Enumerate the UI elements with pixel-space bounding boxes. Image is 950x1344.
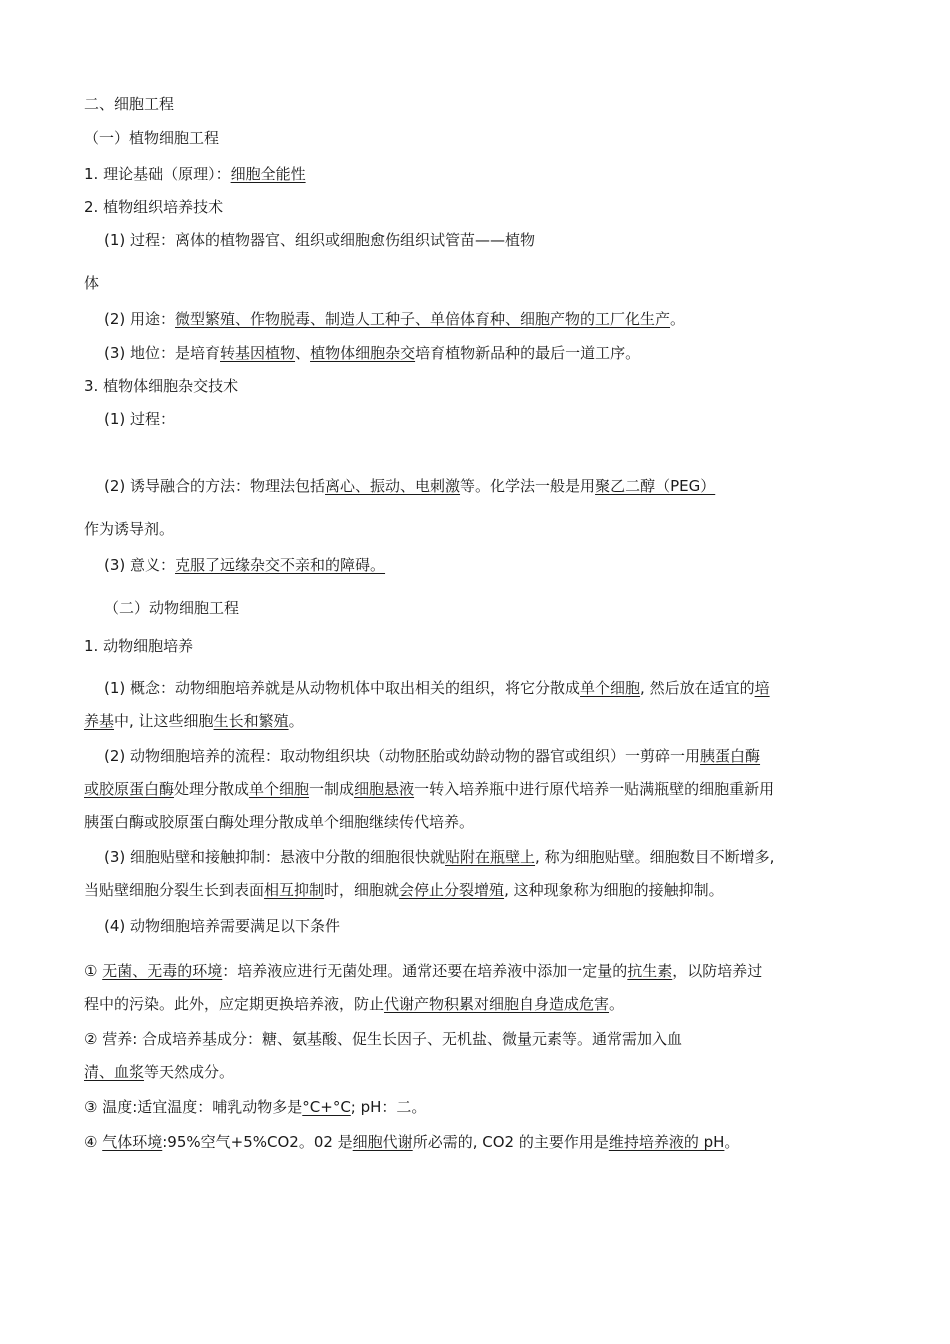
text: 处理分散成: [174, 780, 250, 798]
text: 。: [670, 310, 686, 328]
list-item: [84, 1097, 426, 1117]
text: 、: [295, 344, 311, 362]
underlined-text: 生长和繁殖: [213, 712, 289, 730]
paragraph: [104, 847, 774, 867]
paragraph: [84, 273, 99, 293]
text: ② 营养: 合成培养基成分：糖、氨基酸、促生长因子、无机盐、微量元素等。通常需加入血: [84, 1030, 683, 1048]
text: 。: [609, 995, 625, 1013]
paragraph: [84, 1062, 234, 1082]
text: ，以防培养过: [672, 962, 763, 980]
paragraph: [84, 197, 223, 217]
text: ：培养液应进行无菌处理。通常还要在培养液中添加一定量的: [222, 962, 628, 980]
subsection-heading: [104, 598, 239, 618]
underlined-text: 细胞悬液: [354, 780, 415, 798]
text: （一）植物细胞工程: [84, 129, 220, 147]
text: (2) 动物细胞培养的流程：取动物组织块（动物胚胎或幼龄动物的器官或组织）一剪碎一用: [104, 747, 701, 765]
subsection-heading: [84, 128, 219, 148]
list-item: [84, 1029, 682, 1049]
paragraph: [104, 916, 340, 936]
text: (3) 地位：是培育: [104, 344, 221, 362]
text: (4) 动物细胞培养需要满足以下条件: [104, 917, 341, 935]
paragraph: [104, 309, 685, 329]
paragraph: [84, 519, 174, 539]
text: 。: [724, 1133, 740, 1151]
underlined-text: 细胞代谢: [352, 1133, 413, 1151]
text: 培育植物新品种的最后一道工序。: [415, 344, 641, 362]
text: ④: [84, 1133, 103, 1151]
underlined-text: 单个细胞: [249, 780, 310, 798]
underlined-text: 清、血浆: [84, 1063, 145, 1081]
paragraph: [84, 636, 193, 656]
paragraph: [84, 711, 304, 731]
text: , 这种现象称为细胞的接触抑制。: [504, 881, 724, 899]
text: 。: [288, 712, 304, 730]
underlined-text: 或胶原蛋白酶: [84, 780, 175, 798]
text: 一转入培养瓶中进行原代培养一贴满瓶壁的细胞重新用: [414, 780, 775, 798]
text: (1) 过程：: [104, 410, 176, 428]
text: 中, 让这些细胞: [114, 712, 214, 730]
underlined-text: 抗生素: [627, 962, 673, 980]
underlined-text: °C+°C: [302, 1098, 351, 1116]
paragraph: [104, 555, 385, 575]
paragraph: [104, 746, 760, 766]
paragraph: [104, 476, 715, 496]
list-item: [84, 1132, 739, 1152]
section-heading: [84, 94, 174, 114]
underlined-text: 贴附在瓶壁上: [445, 848, 536, 866]
paragraph: [84, 880, 724, 900]
text: 胰蛋白酶或胶原蛋白酶处理分散成单个细胞继续传代培养。: [84, 813, 475, 831]
text: 1. 理论基础（原理）：: [84, 165, 231, 183]
text: (3) 意义：: [104, 556, 176, 574]
underlined-text: 转基因植物: [220, 344, 296, 362]
underlined-text: 细胞全能性: [230, 165, 306, 183]
text: 一制成: [309, 780, 355, 798]
paragraph: [104, 409, 175, 429]
text: 3. 植物体细胞杂交技术: [84, 377, 239, 395]
underlined-text: 培: [754, 679, 770, 697]
underlined-text: 胰蛋白酶: [700, 747, 761, 765]
underlined-text: 植物体细胞杂交: [310, 344, 416, 362]
text: 1. 动物细胞培养: [84, 637, 194, 655]
underlined-text: 聚乙二醇（PEG）: [595, 477, 716, 495]
text: 2. 植物组织培养技术: [84, 198, 224, 216]
underlined-text: 气体环境: [102, 1133, 163, 1151]
text: 当贴壁细胞分裂生长到表面: [84, 881, 265, 899]
text: 体: [84, 274, 100, 292]
text: (3) 细胞贴壁和接触抑制：悬液中分散的细胞很快就: [104, 848, 446, 866]
text: 二、细胞工程: [84, 95, 175, 113]
text: 时，细胞就: [324, 881, 400, 899]
text: (2) 诱导融合的方法：物理法包括: [104, 477, 326, 495]
paragraph: [104, 343, 640, 363]
underlined-text: 单个细胞: [580, 679, 641, 697]
underlined-text: 相互抑制: [264, 881, 325, 899]
underlined-text: 养基: [84, 712, 115, 730]
paragraph: [84, 994, 624, 1014]
text: 所必需的, CO2 的主要作用是: [412, 1133, 609, 1151]
underlined-text: 会停止分裂增殖: [399, 881, 505, 899]
text: (1) 概念：动物细胞培养就是从动物机体中取出相关的组织，将它分散成: [104, 679, 581, 697]
text: 程中的污染。此外，应定期更换培养液，防止: [84, 995, 385, 1013]
text: ; pH：二。: [350, 1098, 427, 1116]
text: :95%空气+5%CO2。02 是: [162, 1133, 353, 1151]
paragraph: [84, 812, 474, 832]
underlined-text: 维持培养液的 pH: [608, 1133, 725, 1151]
paragraph: [104, 230, 535, 250]
list-item: [84, 961, 762, 981]
paragraph: [84, 164, 306, 184]
text: ①: [84, 962, 103, 980]
paragraph: [84, 779, 774, 799]
text: (2) 用途：: [104, 310, 176, 328]
underlined-text: 微型繁殖、作物脱毒、制造人工种子、单倍体育种、细胞产物的工厂化生产: [175, 310, 671, 328]
text: 等天然成分。: [144, 1063, 235, 1081]
text: （二）动物细胞工程: [104, 599, 240, 617]
text: (1) 过程：离体的植物器官、组织或细胞愈伤组织试管苗——植物: [104, 231, 536, 249]
underlined-text: 离心、振动、电刺激: [325, 477, 461, 495]
underlined-text: 代谢产物积累对细胞自身造成危害: [384, 995, 610, 1013]
text: 作为诱导剂。: [84, 520, 175, 538]
text: , 称为细胞贴壁。细胞数目不断增多,: [535, 848, 775, 866]
paragraph: [104, 678, 770, 698]
text: , 然后放在适宜的: [640, 679, 755, 697]
underlined-text: 无菌、无毒的环境: [102, 962, 223, 980]
paragraph: [84, 376, 238, 396]
text: 等。化学法一般是用: [460, 477, 596, 495]
underlined-text: 克服了远缘杂交不亲和的障碍。: [175, 556, 386, 574]
text: ③ 温度:适宜温度：哺乳动物多是: [84, 1098, 303, 1116]
